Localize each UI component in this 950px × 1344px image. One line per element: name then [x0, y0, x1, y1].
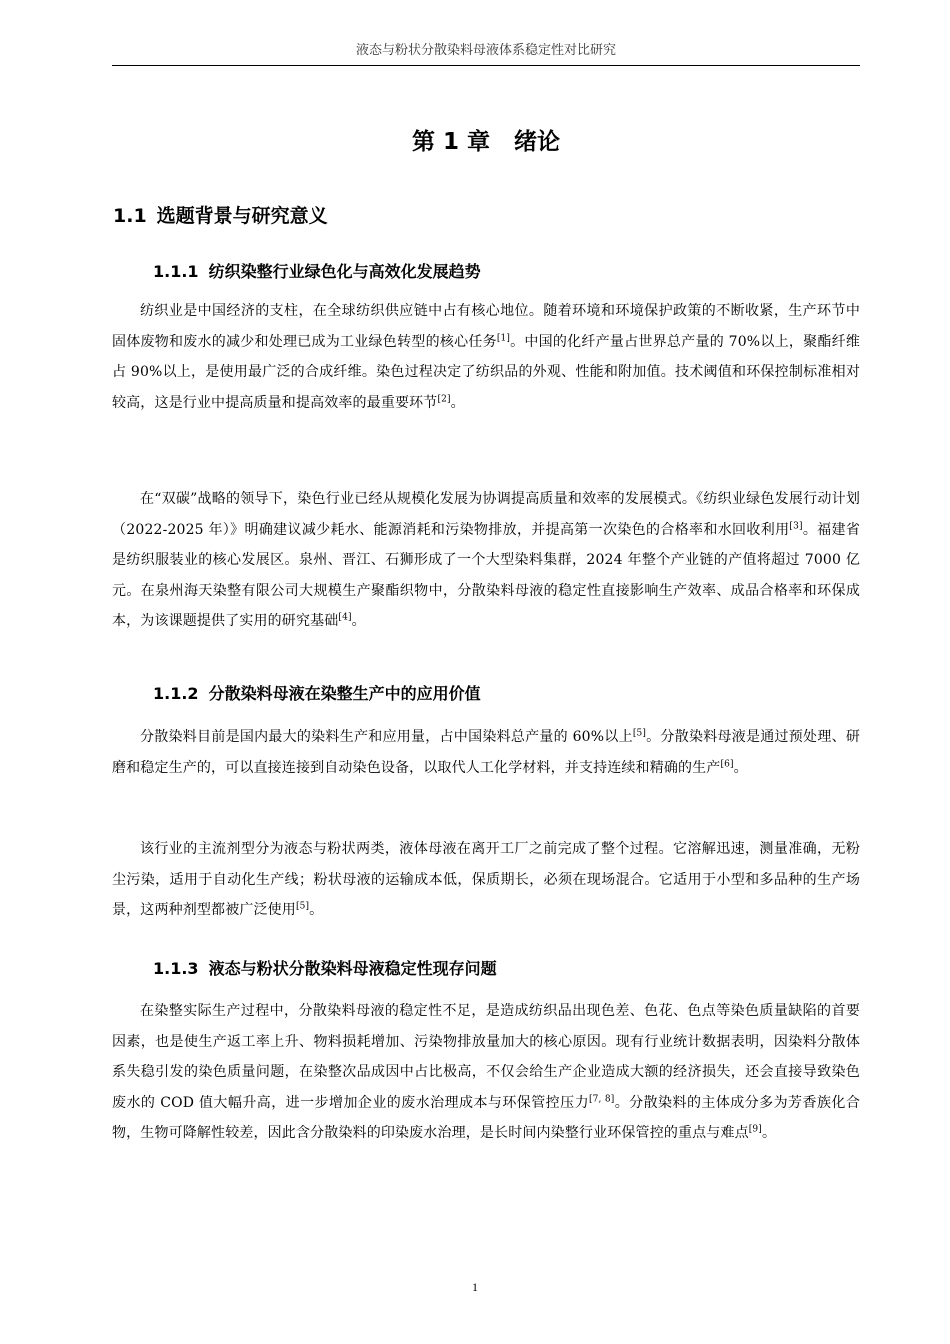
citation: [2] — [437, 394, 451, 405]
citation: [5] — [632, 728, 647, 739]
citation: [6] — [720, 758, 734, 769]
subsection-title: 分散染料母液在染整生产中的应用价值 — [208, 684, 481, 703]
subsection-number: 1.1.2 — [153, 684, 199, 703]
citation: [3] — [789, 520, 803, 531]
citation: [9] — [748, 1124, 762, 1135]
chapter-title — [112, 122, 860, 162]
running-header: 液态与粉状分散染料母液体系稳定性对比研究 — [355, 43, 616, 58]
citation: [4] — [338, 612, 352, 623]
section-number: 1.1 — [113, 205, 147, 227]
citation: [5] — [295, 901, 310, 912]
subsection-title: 纺织染整行业绿色化与高效化发展趋势 — [208, 262, 481, 281]
subsection-heading-1-1-2 — [153, 679, 481, 709]
paragraph-1: 纺织业是中国经济的支柱，在全球纺织供应链中占有核心地位。随着环境和环境保护政策的不断收紧，生产环节中固体废物和废水的减少和处理已成为工业绿色转型的核心任务[1]。中国的化纤产量占世界总产量的 70%以上，聚酯纤维占 90%以上，是使用最广泛的合成纤维。染色过程决定了纺织品的外观、性能和附加值。技术阈值和环保控制标准相对较高，这是行业中提高质量和提高效率的最重要环节[2]。 — [112, 303, 860, 411]
paragraph-5: 在染整实际生产过程中，分散染料母液的稳定性不足，是造成纺织品出现色差、色花、色点等染色质量缺陷的首要因素，也是使生产返工率上升、物料损耗增加、污染物排放量加大的核心原因。现有行业统计数据表明，因染料分散体系失稳引发的染色质量问题，在染整次品成因中占比极高，不仅会给生产企业造成大额的经济损失，还会直接导致染色废水的 COD 值大幅升高，进一步增加企业的废水治理成本与环保管控压力[7, 8]。分散染料的主体成分多为芳香族化合物，生物可降解性较差，因此含分散染料的印染废水治理，是长时间内染整行业环保管控的重点与难点[9]。 — [112, 1003, 860, 1142]
header-rule — [112, 65, 860, 66]
paragraph-3: 分散染料目前是国内最大的染料生产和应用量，占中国染料总产量的 60%以上[5]。分散染料母液是通过预处理、研磨和稳定生产的，可以直接连接到自动染色设备，以取代人工化学材料，并支持连续和精确的生产[6]。 — [112, 728, 861, 776]
paragraph-2: 在“双碳”战略的领导下，染色行业已经从规模化发展为协调提高质量和效率的发展模式。《纺织业绿色发展行动计划（2022-2025 年）》明确建议减少耗水、能源消耗和污染物排放，并提高第一次染色的合格率和水回收利用[3]。福建省是纺织服装业的核心发展区。泉州、晋江、石狮形成了一个大型染料集群，2024 年整个产业链的产值将超过 7000 亿元。在泉州海天染整有限公司大规模生产聚酯织物中，分散染料母液的稳定性直接影响生产效率、成品合格率和环保成本，为该课题提供了实用的研究基础[4]。 — [112, 491, 860, 630]
section-title: 选题背景与研究意义 — [156, 205, 328, 227]
chapter-name: 绪论 — [514, 129, 561, 155]
subsection-number: 1.1.1 — [153, 262, 199, 281]
subsection-heading-1-1-3 — [153, 954, 497, 984]
citation: [1] — [496, 332, 511, 343]
chapter-label: 第 1 章 — [411, 129, 491, 155]
page-number: 1 — [472, 1280, 478, 1294]
subsection-heading-1-1-1 — [153, 257, 481, 287]
paragraph-4: 该行业的主流剂型分为液态与粉状两类，液体母液在离开工厂之前完成了整个过程。它溶解迅速，测量准确，无粉尘污染，适用于自动化生产线；粉状母液的运输成本低，保质期长，必须在现场混合。它适用于小型和多品种的生产场景，这两种剂型都被广泛使用[5]。 — [112, 841, 860, 919]
section-heading — [113, 198, 328, 234]
subsection-title: 液态与粉状分散染料母液稳定性现存问题 — [208, 959, 497, 978]
citation: [7, 8] — [589, 1094, 615, 1105]
subsection-number: 1.1.3 — [153, 959, 199, 978]
